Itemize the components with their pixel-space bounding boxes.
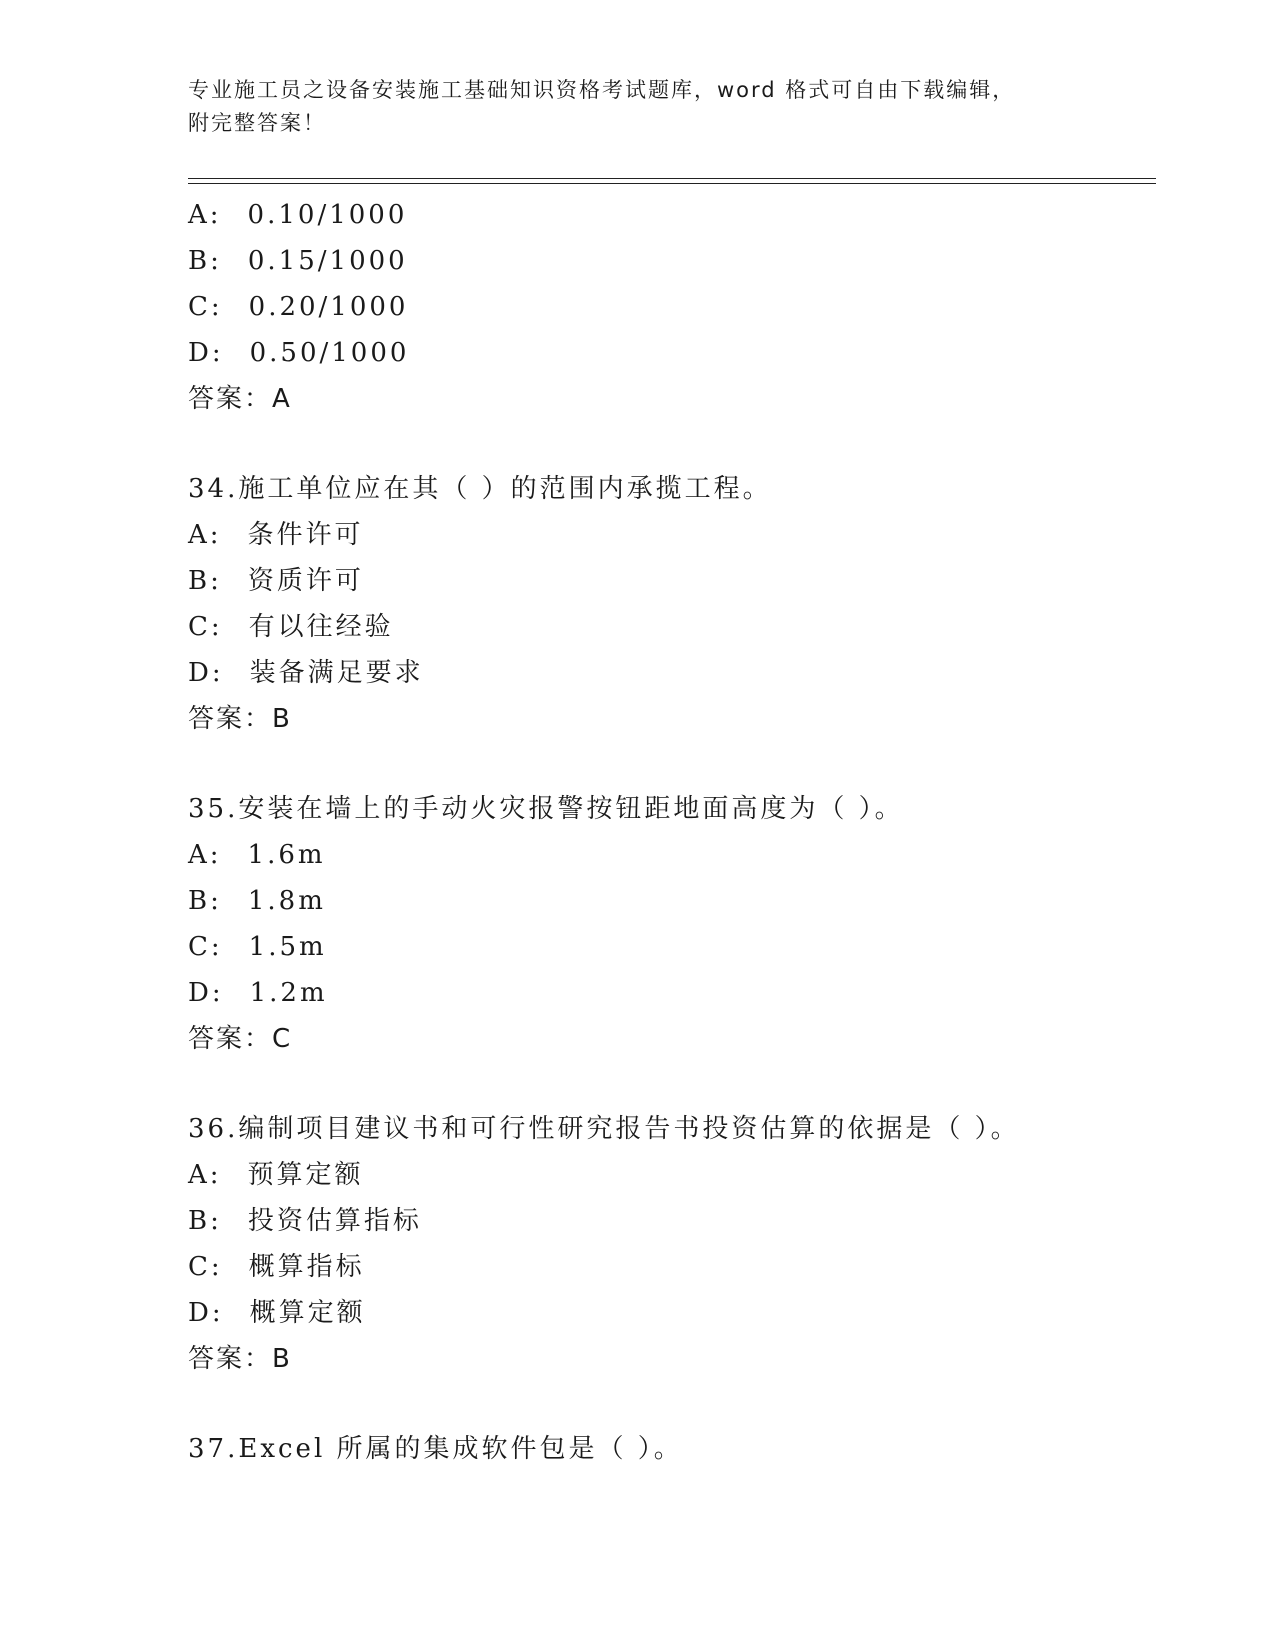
- option-text: 条件许可: [247, 520, 364, 550]
- option-letter: C:: [188, 1252, 223, 1282]
- option-letter: A:: [188, 200, 222, 230]
- option-letter: B:: [188, 886, 222, 916]
- question-text: 37.Excel 所属的集成软件包是（ ）。: [188, 1434, 683, 1464]
- option-text: 0.50/1000: [249, 338, 410, 368]
- option-letter: B:: [188, 566, 222, 596]
- option-c: [188, 924, 1156, 970]
- option-letter: B:: [188, 246, 222, 276]
- question-text: 35.安装在墙上的手动火灾报警按钮距地面高度为（ ）。: [188, 794, 904, 824]
- question-37: [188, 1426, 1156, 1472]
- option-letter: C:: [188, 292, 223, 322]
- question-33-continuation: [188, 192, 1156, 422]
- option-text: 装备满足要求: [249, 658, 424, 688]
- option-letter: C:: [188, 932, 223, 962]
- option-text: 0.20/1000: [248, 292, 409, 322]
- answer-line: 答案：A: [188, 384, 292, 414]
- option-a: [188, 832, 1156, 878]
- option-text: 1.5m: [248, 932, 327, 962]
- option-d: [188, 1290, 1156, 1336]
- option-letter: A:: [188, 1160, 222, 1190]
- answer-line: 答案：B: [188, 1344, 292, 1374]
- option-letter: C:: [188, 612, 223, 642]
- option-text: 1.8m: [247, 886, 326, 916]
- answer-line: 答案：B: [188, 704, 292, 734]
- header-line-1: 专业施工员之设备安装施工基础知识资格考试题库，word 格式可自由下载编辑，: [188, 78, 1016, 102]
- document-header: [188, 74, 1168, 140]
- option-text: 1.2m: [249, 978, 328, 1008]
- answer-line: 答案：C: [188, 1024, 293, 1054]
- option-text: 预算定额: [247, 1160, 364, 1190]
- option-text: 0.10/1000: [247, 200, 408, 230]
- option-text: 0.15/1000: [247, 246, 408, 276]
- question-list: [188, 192, 1156, 1472]
- option-b: [188, 1198, 1156, 1244]
- question-34: [188, 466, 1156, 742]
- option-text: 概算定额: [249, 1298, 366, 1328]
- option-c: [188, 1244, 1156, 1290]
- option-letter: D:: [188, 978, 224, 1008]
- option-letter: A:: [188, 520, 222, 550]
- option-b: [188, 238, 1156, 284]
- option-text: 有以往经验: [248, 612, 394, 642]
- question-36: [188, 1106, 1156, 1382]
- option-letter: D:: [188, 1298, 224, 1328]
- option-d: [188, 970, 1156, 1016]
- option-letter: B:: [188, 1206, 222, 1236]
- option-d: [188, 330, 1156, 376]
- question-35: [188, 786, 1156, 1062]
- header-divider-bottom: [188, 183, 1156, 184]
- header-divider-top: [188, 178, 1156, 179]
- option-text: 投资估算指标: [247, 1206, 422, 1236]
- option-b: [188, 558, 1156, 604]
- question-text: 36.编制项目建议书和可行性研究报告书投资估算的依据是（ ）。: [188, 1114, 1020, 1144]
- option-a: [188, 192, 1156, 238]
- option-d: [188, 650, 1156, 696]
- option-text: 概算指标: [248, 1252, 365, 1282]
- option-letter: D:: [188, 338, 224, 368]
- option-letter: A:: [188, 840, 222, 870]
- question-text: 34.施工单位应在其（ ）的范围内承揽工程。: [188, 474, 772, 504]
- option-text: 1.6m: [247, 840, 326, 870]
- option-text: 资质许可: [247, 566, 364, 596]
- option-c: [188, 284, 1156, 330]
- option-a: [188, 1152, 1156, 1198]
- option-letter: D:: [188, 658, 224, 688]
- option-a: [188, 512, 1156, 558]
- option-c: [188, 604, 1156, 650]
- header-line-2: 附完整答案！: [188, 111, 326, 135]
- option-b: [188, 878, 1156, 924]
